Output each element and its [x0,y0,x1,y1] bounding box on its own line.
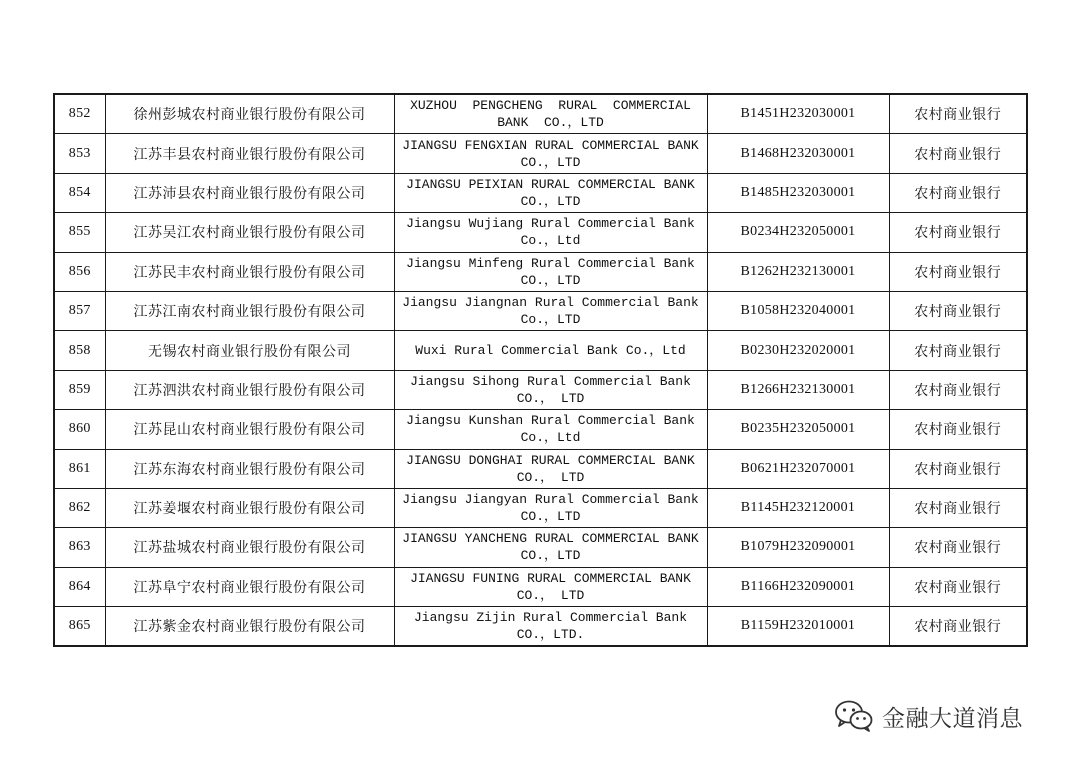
bank-name-english-line: JIANGSU FUNING RURAL COMMERCIAL BANK [410,570,691,586]
bank-name-chinese: 江苏东海农村商业银行股份有限公司 [105,449,394,488]
institution-code: B1079H232090001 [707,528,889,567]
institution-code: B1266H232130001 [707,370,889,409]
institution-type: 农村商业银行 [889,410,1027,449]
bank-name-chinese: 江苏吴江农村商业银行股份有限公司 [105,213,394,252]
watermark-text: 金融大道消息 [882,705,1023,732]
bank-name-english-line: Co.，Ltd [520,233,581,249]
bank-name-english [394,567,707,606]
row-number: 852 [54,94,105,134]
wechat-icon [834,699,874,733]
bank-name-english-line: Jiangsu Jiangyan Rural Commercial Bank [402,492,699,508]
row-number: 853 [54,134,105,173]
row-number: 854 [54,173,105,212]
institution-code: B1451H232030001 [707,94,889,134]
institution-type: 农村商业银行 [889,291,1027,330]
bank-name-chinese: 江苏阜宁农村商业银行股份有限公司 [105,567,394,606]
bank-name-english-line: CO.， LTD [516,390,585,406]
bank-name-english-line: CO.， LTD [516,469,585,485]
table-row [54,252,1027,291]
institution-code: B1166H232090001 [707,567,889,606]
bank-name-english-line: Wuxi Rural Commercial Bank Co.，Ltd [415,343,686,359]
bank-name-chinese: 徐州彭城农村商业银行股份有限公司 [105,94,394,134]
bank-name-english-line: Jiangsu Minfeng Rural Commercial Bank [406,255,695,271]
bank-name-english-line: Co.，LTD [520,312,581,328]
institution-type: 农村商业银行 [889,134,1027,173]
bank-name-english [394,410,707,449]
institution-code: B1159H232010001 [707,607,889,647]
bank-name-english-line: JIANGSU PEIXIAN RURAL COMMERCIAL BANK [406,176,695,192]
row-number: 855 [54,213,105,252]
institution-code: B1058H232040001 [707,291,889,330]
table-row [54,410,1027,449]
bank-name-english [394,94,707,134]
bank-name-chinese: 江苏泗洪农村商业银行股份有限公司 [105,370,394,409]
table-row [54,291,1027,330]
bank-name-english [394,134,707,173]
bank-name-chinese: 江苏姜堰农村商业银行股份有限公司 [105,488,394,527]
row-number: 864 [54,567,105,606]
bank-name-chinese: 江苏紫金农村商业银行股份有限公司 [105,607,394,647]
institution-code: B1145H232120001 [707,488,889,527]
bank-name-english [394,213,707,252]
bank-name-english-line: Jiangsu Jiangnan Rural Commercial Bank [402,295,699,311]
bank-name-chinese: 江苏江南农村商业银行股份有限公司 [105,291,394,330]
table-row [54,134,1027,173]
bank-name-english [394,488,707,527]
bank-name-chinese: 江苏盐城农村商业银行股份有限公司 [105,528,394,567]
institution-code: B0234H232050001 [707,213,889,252]
watermark [834,696,1023,736]
bank-name-chinese: 江苏民丰农村商业银行股份有限公司 [105,252,394,291]
bank-name-english-line: CO.，LTD [520,193,581,209]
row-number: 861 [54,449,105,488]
row-number: 860 [54,410,105,449]
row-number: 859 [54,370,105,409]
table-row [54,94,1027,134]
row-number: 865 [54,607,105,647]
bank-name-english-line: BANK CO.，LTD [497,115,604,131]
bank-name-english [394,291,707,330]
row-number: 857 [54,291,105,330]
bank-name-english-line: CO.，LTD [520,548,581,564]
row-number: 856 [54,252,105,291]
bank-name-english-line: CO.，LTD [520,154,581,170]
table-row [54,567,1027,606]
institution-type: 农村商业银行 [889,488,1027,527]
bank-name-english [394,252,707,291]
institution-type: 农村商业银行 [889,567,1027,606]
bank-name-english-line: CO.，LTD [520,272,581,288]
institution-code: B1468H232030001 [707,134,889,173]
bank-name-english [394,173,707,212]
bank-name-english-line: Jiangsu Zijin Rural Commercial Bank [413,610,688,626]
bank-name-chinese: 无锡农村商业银行股份有限公司 [105,331,394,370]
institution-type: 农村商业银行 [889,173,1027,212]
institution-type: 农村商业银行 [889,94,1027,134]
institution-type: 农村商业银行 [889,370,1027,409]
bank-name-english-line: CO.，LTD [520,509,581,525]
bank-name-english-line: JIANGSU YANCHENG RURAL COMMERCIAL BANK [402,531,699,547]
bank-name-english [394,607,707,647]
bank-name-english [394,331,707,370]
institution-type: 农村商业银行 [889,331,1027,370]
institution-code: B1485H232030001 [707,173,889,212]
bank-name-english-line: Jiangsu Sihong Rural Commercial Bank [410,373,691,389]
bank-name-english-line: Co.，Ltd [520,430,581,446]
table-row [54,370,1027,409]
bank-name-english-line: JIANGSU FENGXIAN RURAL COMMERCIAL BANK [402,137,699,153]
bank-name-english-line: JIANGSU DONGHAI RURAL COMMERCIAL BANK [406,452,695,468]
institution-type: 农村商业银行 [889,252,1027,291]
bank-name-chinese: 江苏丰县农村商业银行股份有限公司 [105,134,394,173]
bank-name-english [394,528,707,567]
table-row [54,331,1027,370]
table-row [54,173,1027,212]
table-row [54,449,1027,488]
institution-code: B1262H232130001 [707,252,889,291]
bank-name-english-line: Jiangsu Kunshan Rural Commercial Bank [406,413,695,429]
table-row [54,213,1027,252]
institution-code: B0230H232020001 [707,331,889,370]
institution-code: B0621H232070001 [707,449,889,488]
institution-type: 农村商业银行 [889,213,1027,252]
institution-type: 农村商业银行 [889,449,1027,488]
bank-name-english [394,449,707,488]
institution-type: 农村商业银行 [889,607,1027,647]
institution-code: B0235H232050001 [707,410,889,449]
row-number: 858 [54,331,105,370]
bank-name-chinese: 江苏昆山农村商业银行股份有限公司 [105,410,394,449]
bank-name-english-line: Jiangsu Wujiang Rural Commercial Bank [406,216,695,232]
bank-name-english [394,370,707,409]
bank-name-chinese: 江苏沛县农村商业银行股份有限公司 [105,173,394,212]
row-number: 863 [54,528,105,567]
row-number: 862 [54,488,105,527]
table-body [54,94,1027,646]
bank-name-english-line: XUZHOU PENGCHENG RURAL COMMERCIAL [410,98,691,114]
bank-name-english-line: CO.，LTD. [516,627,585,643]
table-row [54,488,1027,527]
bank-name-english-line: CO.， LTD [516,587,585,603]
bank-list-table [53,93,1028,647]
table-row [54,607,1027,647]
institution-type: 农村商业银行 [889,528,1027,567]
table-row [54,528,1027,567]
